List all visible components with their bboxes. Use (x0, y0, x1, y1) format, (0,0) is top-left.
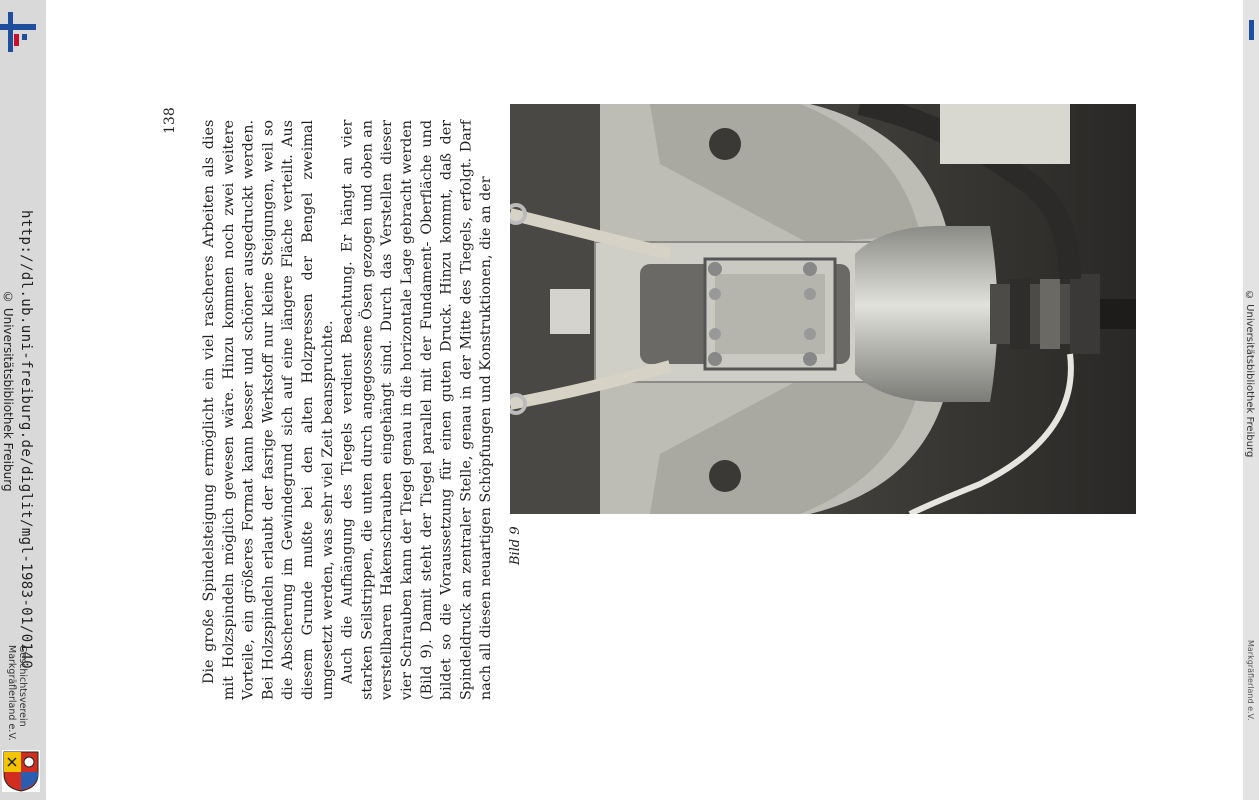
paragraph: Auch die Aufhängung des Tiegels verdient Beachtung. Er hängt an vier starken Seilstrippen, die unten durch angegossene Ösen gezogen und oben an verstellbaren Hakenschrauben eingehängt sind. Durch das Verstellen dieser vier Schrauben kann der Tiegel genau in die horizontale Lage gebracht werden (Bild 9). Damit steht der Tiegel parallel mit der Fundament- Oberfläche und bildet so die Voraussetzung für einen guten Druck. Hinzu kommt, daß der Spindeldruck an zentraler Stelle, genau in der Mitte des Tiegels, erfolgt. Darf nach all diesen neuartigen Schöpfungen und Konstruktionen, die an der (339, 120, 495, 700)
right-copyright-label: © Universitätsbibliothek Freiburg (1244, 290, 1255, 458)
coat-of-arms-icon (2, 750, 40, 792)
paragraph: Die große Spindelsteigung ermöglicht ein viel rascheres Arbeiten als dies mit Holzspindeln möglich gewesen wäre. Hinzu kommen noch zwei weitere Vorteile, ein größeres Format kann besser und schöner ausgedruckt werden. Bei Holzspindeln erlaubt der fasrige Werkstoff nur kleine Steigungen, weil so die Abscherung im Gewindegrund sich auf eine längere Fläche verteilt. Aus diesem Grunde mußte bei den alten Holzpressen der Bengel zweimal umgesetzt werden, was sehr viel Zeit beanspruchte. (201, 120, 336, 700)
page-body-text (200, 120, 495, 700)
organization-label (6, 645, 28, 750)
right-organization-label: Markgräflerland e.V. (1246, 640, 1255, 721)
organization-line-2: Markgräflerland e.V. (6, 645, 17, 741)
page-number: 138 (162, 107, 178, 134)
copyright-label: © Universitätsbibliothek Freiburg (1, 290, 15, 492)
document-url[interactable]: http://dl.ub.uni-freiburg.de/diglit/mgl-1983-01/0140 (18, 210, 34, 670)
figure-caption: Bild 9 (508, 526, 523, 565)
uni-logo-icon-right (1247, 20, 1257, 40)
organization-line-1: Geschichtsverein (17, 645, 28, 727)
uni-logo-icon (0, 12, 36, 52)
press-photograph (510, 104, 1136, 514)
